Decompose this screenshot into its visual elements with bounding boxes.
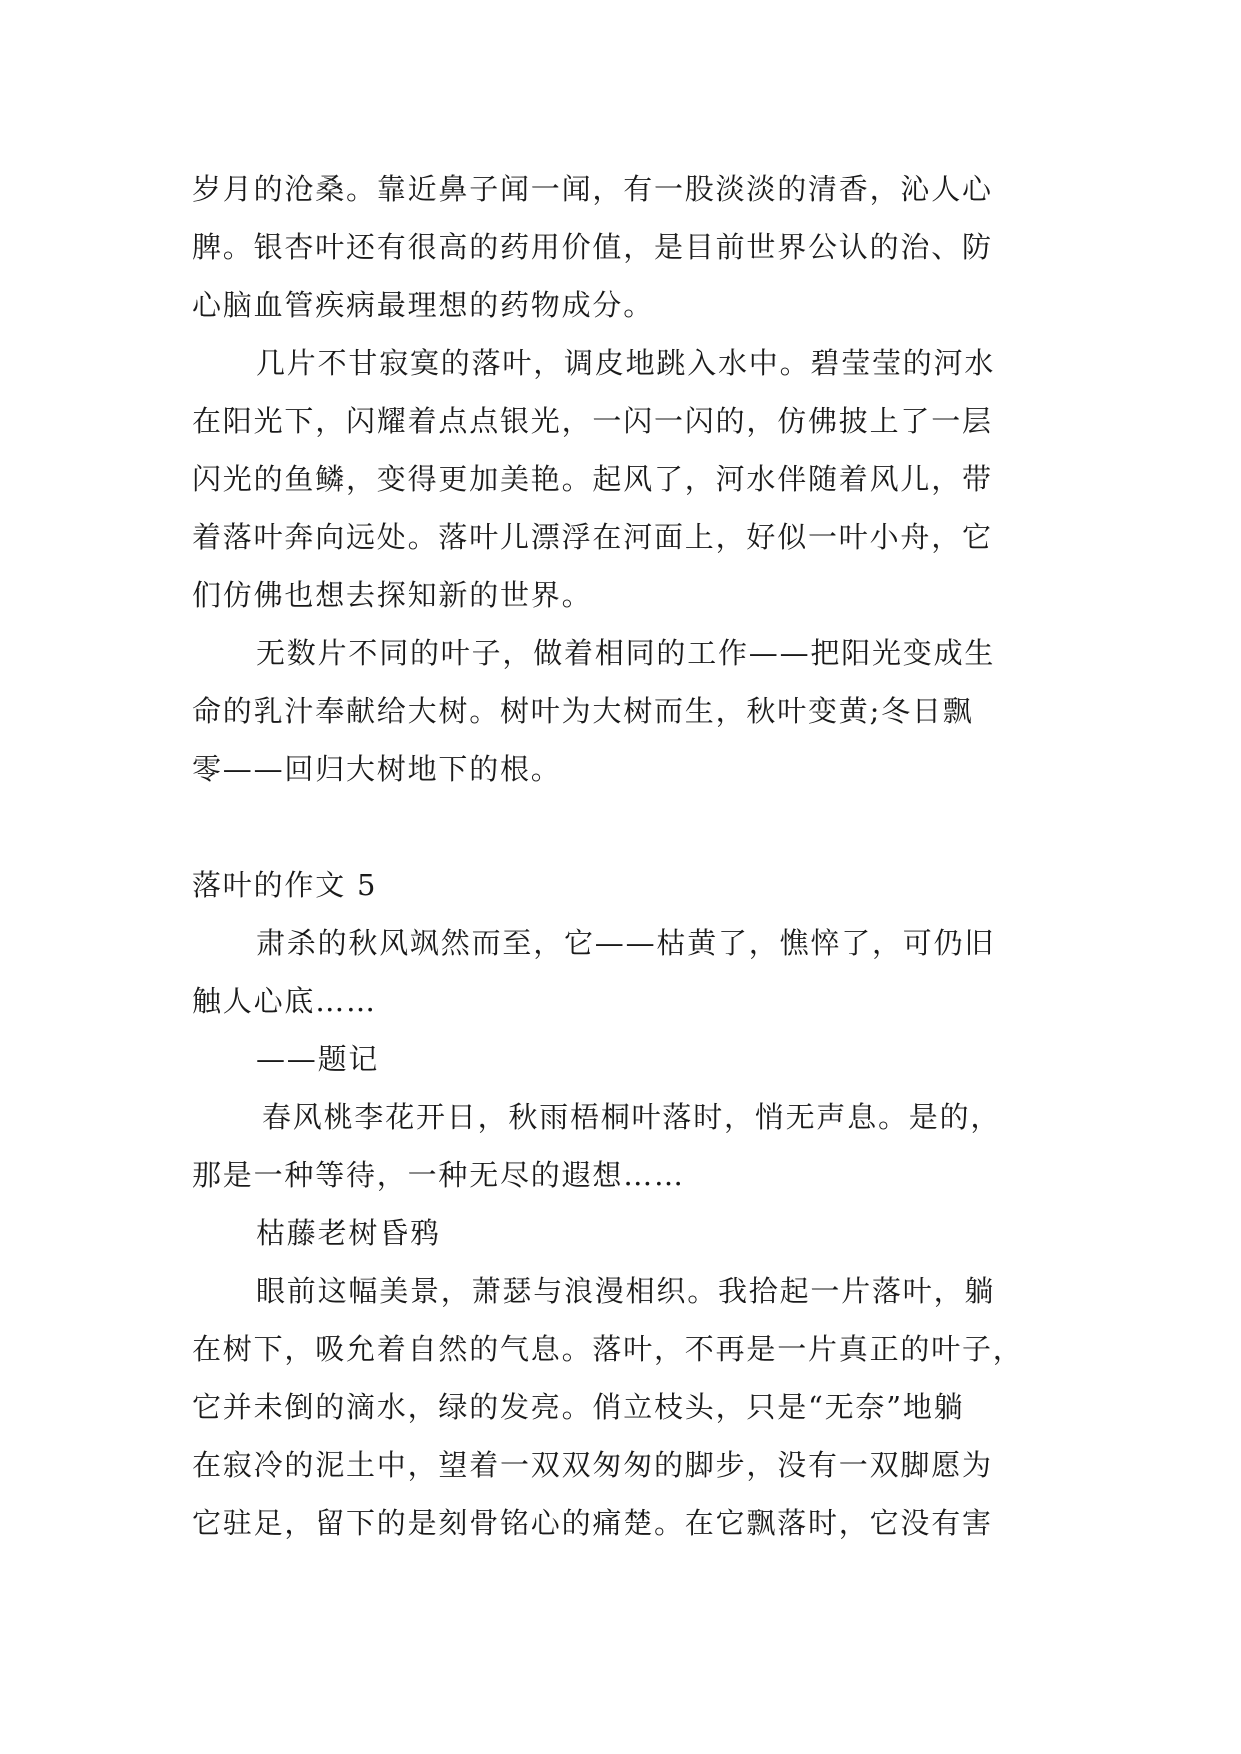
text-line: 它驻足，留下的是刻骨铭心的痛楚。在它飘落时，它没有害	[192, 1506, 993, 1540]
text-line: 春风桃李花开日，秋雨梧桐叶落时，悄无声息。是的，	[262, 1100, 1002, 1134]
text-line: 在寂冷的泥土中，望着一双双匆匆的脚步，没有一双脚愿为	[192, 1448, 993, 1482]
paragraph	[192, 1262, 1052, 1552]
text-line: 零——回归大树地下的根。	[192, 752, 562, 786]
text-line: 脾。银杏叶还有很高的药用价值，是目前世界公认的治、防	[192, 230, 993, 264]
text-line: 闪光的鱼鳞，变得更加美艳。起风了，河水伴随着风儿，带	[192, 462, 993, 496]
document-body	[192, 160, 1052, 1552]
text-line: 在阳光下，闪耀着点点银光，一闪一闪的，仿佛披上了一层	[192, 404, 993, 438]
section-heading: 落叶的作文 5	[192, 868, 378, 902]
paragraph	[192, 624, 1052, 798]
text-line: 们仿佛也想去探知新的世界。	[192, 578, 593, 612]
paragraph-line: 枯藤老树昏鸦	[256, 1216, 441, 1250]
text-line: 无数片不同的叶子，做着相同的工作——把阳光变成生	[256, 636, 996, 670]
text-line: 肃杀的秋风飒然而至，它——枯黄了，憔悴了，可仍旧	[256, 926, 996, 960]
paragraph-gap	[192, 798, 1052, 856]
text-line: 心脑血管疾病最理想的药物成分。	[192, 288, 655, 322]
paragraph	[192, 914, 1052, 1030]
text-line: 它并未倒的滴水，绿的发亮。俏立枝头，只是“无奈”地躺	[192, 1390, 965, 1424]
text-line: 着落叶奔向远处。落叶儿漂浮在河面上，好似一叶小舟，它	[192, 520, 993, 554]
text-line: 触人心底……	[192, 984, 377, 1018]
text-line: 眼前这幅美景，萧瑟与浪漫相织。我拾起一片落叶，躺	[256, 1274, 996, 1308]
text-line: 那是一种等待，一种无尽的遐想……	[192, 1158, 685, 1192]
text-line: 几片不甘寂寞的落叶，调皮地跳入水中。碧莹莹的河水	[256, 346, 996, 380]
epigraph: ——题记	[256, 1042, 380, 1076]
paragraph	[192, 160, 1052, 334]
paragraph	[192, 1088, 1052, 1204]
text-line: 岁月的沧桑。靠近鼻子闻一闻，有一股淡淡的清香，沁人心	[192, 172, 993, 206]
paragraph	[192, 334, 1052, 624]
text-line: 命的乳汁奉献给大树。树叶为大树而生，秋叶变黄;冬日飘	[192, 694, 974, 728]
text-line: 在树下，吸允着自然的气息。落叶，不再是一片真正的叶子，	[192, 1332, 1024, 1366]
